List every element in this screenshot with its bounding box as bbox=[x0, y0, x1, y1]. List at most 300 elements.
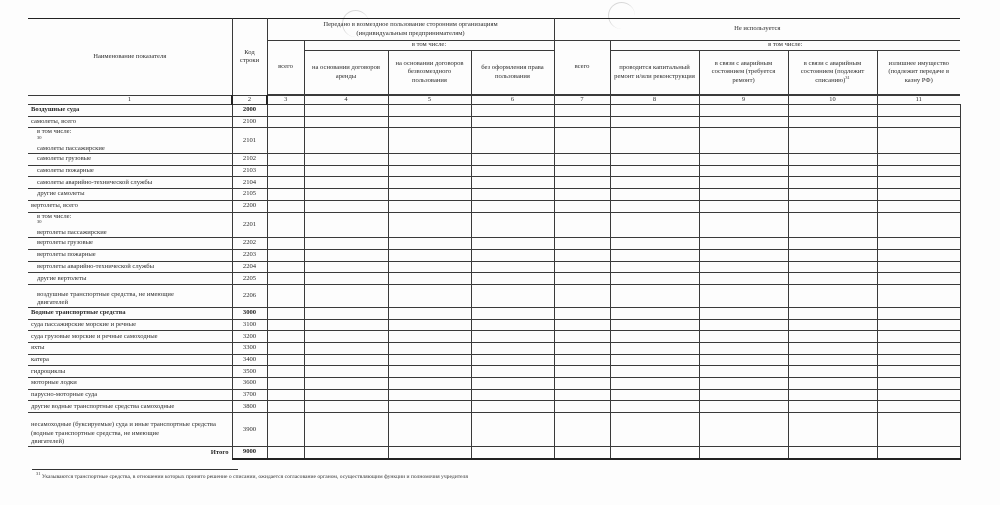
value-cell[interactable] bbox=[877, 273, 960, 285]
value-cell[interactable] bbox=[267, 378, 304, 390]
value-cell[interactable] bbox=[471, 154, 554, 166]
value-cell[interactable] bbox=[267, 307, 304, 319]
row-label: другие самолеты bbox=[37, 190, 85, 198]
value-cell[interactable] bbox=[788, 447, 877, 459]
table-row bbox=[28, 284, 960, 307]
value-cell[interactable] bbox=[267, 389, 304, 401]
header-not-used-group: Не используется bbox=[554, 19, 960, 41]
value-cell[interactable] bbox=[554, 189, 610, 201]
row-name bbox=[28, 331, 232, 343]
value-cell[interactable] bbox=[788, 116, 877, 128]
row-label: гидроциклы bbox=[31, 367, 66, 375]
header-emergency-writeoff-text: в связи с аварийным состоянием (подлежит списанию) bbox=[800, 60, 865, 84]
value-cell[interactable] bbox=[610, 116, 699, 128]
row-code: 3400 bbox=[232, 354, 267, 366]
header-not-used-total: всего bbox=[554, 41, 610, 95]
value-cell[interactable] bbox=[304, 284, 388, 307]
value-cell[interactable] bbox=[304, 343, 388, 355]
value-cell[interactable] bbox=[388, 200, 471, 212]
value-cell[interactable] bbox=[554, 261, 610, 273]
value-cell[interactable] bbox=[554, 238, 610, 250]
value-cell[interactable] bbox=[304, 249, 388, 261]
value-cell[interactable] bbox=[610, 238, 699, 250]
column-number: 9 bbox=[699, 96, 788, 105]
value-cell[interactable] bbox=[699, 165, 788, 177]
value-cell[interactable] bbox=[304, 331, 388, 343]
row-code: 2204 bbox=[232, 261, 267, 273]
value-cell[interactable] bbox=[877, 165, 960, 177]
value-cell[interactable] bbox=[267, 343, 304, 355]
value-cell[interactable] bbox=[388, 284, 471, 307]
value-cell[interactable] bbox=[304, 261, 388, 273]
column-number: 7 bbox=[554, 96, 610, 105]
value-cell[interactable] bbox=[699, 116, 788, 128]
value-cell[interactable] bbox=[554, 366, 610, 378]
row-name bbox=[28, 413, 232, 447]
table-row bbox=[28, 105, 960, 117]
value-cell[interactable] bbox=[304, 366, 388, 378]
value-cell[interactable] bbox=[699, 389, 788, 401]
value-cell[interactable] bbox=[304, 307, 388, 319]
value-cell[interactable] bbox=[471, 413, 554, 447]
value-cell[interactable] bbox=[388, 154, 471, 166]
value-cell[interactable] bbox=[388, 307, 471, 319]
value-cell[interactable] bbox=[699, 105, 788, 117]
value-cell[interactable] bbox=[388, 249, 471, 261]
value-cell[interactable] bbox=[788, 238, 877, 250]
value-cell[interactable] bbox=[610, 128, 699, 154]
table-row bbox=[28, 366, 960, 378]
value-cell[interactable] bbox=[388, 261, 471, 273]
row-code: 2200 bbox=[232, 200, 267, 212]
row-name-prefix: в том числе: bbox=[37, 128, 72, 136]
value-cell[interactable] bbox=[304, 212, 388, 238]
value-cell[interactable] bbox=[699, 378, 788, 390]
row-code: 3500 bbox=[232, 366, 267, 378]
value-cell[interactable] bbox=[788, 273, 877, 285]
value-cell[interactable] bbox=[610, 319, 699, 331]
value-cell[interactable] bbox=[610, 273, 699, 285]
row-name bbox=[28, 128, 232, 154]
header-transferred-total: всего bbox=[267, 41, 304, 95]
table-row bbox=[28, 343, 960, 355]
value-cell[interactable] bbox=[471, 331, 554, 343]
value-cell[interactable] bbox=[471, 200, 554, 212]
value-cell[interactable] bbox=[699, 212, 788, 238]
value-cell[interactable] bbox=[554, 447, 610, 459]
value-cell[interactable] bbox=[471, 212, 554, 238]
value-cell[interactable] bbox=[877, 413, 960, 447]
value-cell[interactable] bbox=[388, 378, 471, 390]
value-cell[interactable] bbox=[471, 343, 554, 355]
value-cell[interactable] bbox=[610, 401, 699, 413]
value-cell[interactable] bbox=[877, 307, 960, 319]
value-cell[interactable] bbox=[554, 177, 610, 189]
value-cell[interactable] bbox=[554, 284, 610, 307]
row-name bbox=[28, 212, 232, 238]
value-cell[interactable] bbox=[388, 189, 471, 201]
value-cell[interactable] bbox=[304, 154, 388, 166]
row-name-prefix: воздушные транспортные средства, не имеющие bbox=[37, 290, 174, 298]
value-cell[interactable] bbox=[699, 238, 788, 250]
column-number: 5 bbox=[388, 96, 471, 105]
value-cell[interactable] bbox=[554, 128, 610, 154]
row-code: 3300 bbox=[232, 343, 267, 355]
value-cell[interactable] bbox=[554, 165, 610, 177]
value-cell[interactable] bbox=[554, 389, 610, 401]
row-name bbox=[28, 366, 232, 378]
value-cell[interactable] bbox=[471, 273, 554, 285]
table-row bbox=[28, 200, 960, 212]
value-cell[interactable] bbox=[388, 413, 471, 447]
value-cell[interactable] bbox=[877, 116, 960, 128]
row-name bbox=[28, 447, 232, 459]
row-name bbox=[28, 177, 232, 189]
value-cell[interactable] bbox=[699, 177, 788, 189]
value-cell[interactable] bbox=[471, 249, 554, 261]
row-name bbox=[28, 378, 232, 390]
value-cell[interactable] bbox=[554, 331, 610, 343]
row-code: 2202 bbox=[232, 238, 267, 250]
value-cell[interactable] bbox=[877, 249, 960, 261]
value-cell[interactable] bbox=[554, 154, 610, 166]
value-cell[interactable] bbox=[877, 401, 960, 413]
value-cell[interactable] bbox=[877, 343, 960, 355]
row-code: 3100 bbox=[232, 319, 267, 331]
value-cell[interactable] bbox=[267, 331, 304, 343]
value-cell[interactable] bbox=[610, 284, 699, 307]
value-cell[interactable] bbox=[304, 273, 388, 285]
value-cell[interactable] bbox=[699, 413, 788, 447]
column-numbers-row bbox=[28, 96, 960, 105]
value-cell[interactable] bbox=[267, 273, 304, 285]
header-emergency-writeoff bbox=[788, 51, 877, 95]
column-number: 3 bbox=[267, 96, 304, 105]
value-cell[interactable] bbox=[388, 212, 471, 238]
table-row bbox=[28, 177, 960, 189]
value-cell[interactable] bbox=[554, 319, 610, 331]
value-cell[interactable] bbox=[267, 128, 304, 154]
value-cell[interactable] bbox=[471, 177, 554, 189]
value-cell[interactable] bbox=[877, 447, 960, 459]
value-cell[interactable] bbox=[304, 105, 388, 117]
value-cell[interactable] bbox=[267, 366, 304, 378]
value-cell[interactable] bbox=[610, 177, 699, 189]
row-label: другие водные транспортные средства самоходные bbox=[31, 402, 175, 410]
table-row bbox=[28, 273, 960, 285]
value-cell[interactable] bbox=[304, 401, 388, 413]
value-cell[interactable] bbox=[877, 200, 960, 212]
value-cell[interactable] bbox=[388, 165, 471, 177]
value-cell[interactable] bbox=[267, 116, 304, 128]
value-cell[interactable] bbox=[788, 401, 877, 413]
value-cell[interactable] bbox=[788, 413, 877, 447]
value-cell[interactable] bbox=[610, 343, 699, 355]
value-cell[interactable] bbox=[699, 331, 788, 343]
value-cell[interactable] bbox=[699, 189, 788, 201]
value-cell[interactable] bbox=[267, 154, 304, 166]
value-cell[interactable] bbox=[610, 389, 699, 401]
value-cell[interactable] bbox=[388, 116, 471, 128]
value-cell[interactable] bbox=[554, 212, 610, 238]
row-name bbox=[28, 238, 232, 250]
value-cell[interactable] bbox=[788, 261, 877, 273]
row-label: другие вертолеты bbox=[37, 274, 87, 282]
value-cell[interactable] bbox=[877, 354, 960, 366]
value-cell[interactable] bbox=[267, 165, 304, 177]
value-cell[interactable] bbox=[788, 165, 877, 177]
value-cell[interactable] bbox=[699, 200, 788, 212]
value-cell[interactable] bbox=[610, 165, 699, 177]
value-cell[interactable] bbox=[788, 378, 877, 390]
value-cell[interactable] bbox=[610, 447, 699, 459]
value-cell[interactable] bbox=[388, 128, 471, 154]
value-cell[interactable] bbox=[788, 200, 877, 212]
row-name bbox=[28, 189, 232, 201]
value-cell[interactable] bbox=[388, 354, 471, 366]
header-transferred-line2: (индивидуальным предпринимателям) bbox=[356, 29, 465, 37]
row-code: 3700 bbox=[232, 389, 267, 401]
row-code: 2000 bbox=[232, 105, 267, 117]
value-cell[interactable] bbox=[610, 307, 699, 319]
value-cell[interactable] bbox=[471, 307, 554, 319]
value-cell[interactable] bbox=[877, 212, 960, 238]
value-cell[interactable] bbox=[471, 128, 554, 154]
value-cell[interactable] bbox=[877, 238, 960, 250]
value-cell[interactable] bbox=[471, 389, 554, 401]
footnote-text: Указываются транспортные средства, в отношении которых принято решение о списании, ожидается согласование органом, осуществляющим функции и полномочия учредителя bbox=[41, 474, 468, 480]
value-cell[interactable] bbox=[610, 413, 699, 447]
row-label: Водные транспортные средства bbox=[31, 309, 126, 317]
value-cell[interactable] bbox=[788, 249, 877, 261]
value-cell[interactable] bbox=[471, 261, 554, 273]
row-code: 2100 bbox=[232, 116, 267, 128]
header-code-line2: строки bbox=[239, 57, 260, 64]
column-number: 6 bbox=[471, 96, 554, 105]
value-cell[interactable] bbox=[388, 401, 471, 413]
value-cell[interactable] bbox=[699, 343, 788, 355]
value-cell[interactable] bbox=[267, 200, 304, 212]
value-cell[interactable] bbox=[877, 189, 960, 201]
header-free-use: на основании договоров безвозмездного пользования bbox=[388, 51, 471, 95]
value-cell[interactable] bbox=[267, 249, 304, 261]
value-cell[interactable] bbox=[877, 284, 960, 307]
value-cell[interactable] bbox=[554, 249, 610, 261]
value-cell[interactable] bbox=[877, 366, 960, 378]
table-row bbox=[28, 389, 960, 401]
value-cell[interactable] bbox=[877, 105, 960, 117]
row-code: 2203 bbox=[232, 249, 267, 261]
value-cell[interactable] bbox=[788, 189, 877, 201]
value-cell[interactable] bbox=[554, 105, 610, 117]
value-cell[interactable] bbox=[388, 273, 471, 285]
value-cell[interactable] bbox=[788, 212, 877, 238]
value-cell[interactable] bbox=[304, 177, 388, 189]
row-name-prefix: в том числе: bbox=[37, 212, 72, 220]
row-code: 2102 bbox=[232, 154, 267, 166]
value-cell[interactable] bbox=[471, 105, 554, 117]
table-row bbox=[28, 261, 960, 273]
value-cell[interactable] bbox=[788, 128, 877, 154]
value-cell[interactable] bbox=[610, 261, 699, 273]
value-cell[interactable] bbox=[699, 354, 788, 366]
value-cell[interactable] bbox=[304, 389, 388, 401]
value-cell[interactable] bbox=[267, 105, 304, 117]
value-cell[interactable] bbox=[388, 238, 471, 250]
value-cell[interactable] bbox=[388, 343, 471, 355]
footnote-ref: 30 bbox=[37, 134, 42, 140]
value-cell[interactable] bbox=[699, 307, 788, 319]
value-cell[interactable] bbox=[304, 319, 388, 331]
value-cell[interactable] bbox=[877, 154, 960, 166]
header-transferred-group bbox=[267, 19, 554, 41]
table-row bbox=[28, 116, 960, 128]
value-cell[interactable] bbox=[471, 238, 554, 250]
value-cell[interactable] bbox=[699, 319, 788, 331]
value-cell[interactable] bbox=[877, 378, 960, 390]
value-cell[interactable] bbox=[610, 331, 699, 343]
value-cell[interactable] bbox=[554, 273, 610, 285]
value-cell[interactable] bbox=[788, 343, 877, 355]
value-cell[interactable] bbox=[788, 331, 877, 343]
value-cell[interactable] bbox=[877, 128, 960, 154]
value-cell[interactable] bbox=[304, 189, 388, 201]
value-cell[interactable] bbox=[388, 366, 471, 378]
value-cell[interactable] bbox=[267, 413, 304, 447]
value-cell[interactable] bbox=[788, 319, 877, 331]
table-row bbox=[28, 401, 960, 413]
value-cell[interactable] bbox=[699, 128, 788, 154]
value-cell[interactable] bbox=[554, 307, 610, 319]
value-cell[interactable] bbox=[471, 284, 554, 307]
value-cell[interactable] bbox=[699, 154, 788, 166]
value-cell[interactable] bbox=[388, 177, 471, 189]
value-cell[interactable] bbox=[788, 366, 877, 378]
value-cell[interactable] bbox=[877, 331, 960, 343]
value-cell[interactable] bbox=[699, 447, 788, 459]
value-cell[interactable] bbox=[554, 354, 610, 366]
value-cell[interactable] bbox=[267, 189, 304, 201]
value-cell[interactable] bbox=[610, 378, 699, 390]
value-cell[interactable] bbox=[788, 284, 877, 307]
row-name bbox=[28, 401, 232, 413]
value-cell[interactable] bbox=[699, 366, 788, 378]
value-cell[interactable] bbox=[388, 447, 471, 459]
value-cell[interactable] bbox=[788, 354, 877, 366]
value-cell[interactable] bbox=[788, 307, 877, 319]
value-cell[interactable] bbox=[471, 165, 554, 177]
row-label: двигателей bbox=[37, 298, 69, 306]
header-code-line1: Код bbox=[244, 48, 255, 56]
value-cell[interactable] bbox=[877, 177, 960, 189]
value-cell[interactable] bbox=[554, 343, 610, 355]
value-cell[interactable] bbox=[471, 354, 554, 366]
value-cell[interactable] bbox=[610, 105, 699, 117]
value-cell[interactable] bbox=[304, 200, 388, 212]
value-cell[interactable] bbox=[610, 354, 699, 366]
value-cell[interactable] bbox=[267, 354, 304, 366]
value-cell[interactable] bbox=[788, 154, 877, 166]
assets-table bbox=[28, 18, 961, 460]
value-cell[interactable] bbox=[610, 200, 699, 212]
row-name bbox=[28, 116, 232, 128]
value-cell[interactable] bbox=[267, 177, 304, 189]
value-cell[interactable] bbox=[554, 401, 610, 413]
value-cell[interactable] bbox=[610, 366, 699, 378]
table-row bbox=[28, 331, 960, 343]
value-cell[interactable] bbox=[610, 249, 699, 261]
header-rent: на основании договоров аренды bbox=[304, 51, 388, 95]
value-cell[interactable] bbox=[267, 319, 304, 331]
value-cell[interactable] bbox=[699, 284, 788, 307]
value-cell[interactable] bbox=[554, 200, 610, 212]
value-cell[interactable] bbox=[699, 249, 788, 261]
value-cell[interactable] bbox=[610, 154, 699, 166]
value-cell[interactable] bbox=[304, 165, 388, 177]
value-cell[interactable] bbox=[788, 389, 877, 401]
value-cell[interactable] bbox=[788, 105, 877, 117]
value-cell[interactable] bbox=[304, 378, 388, 390]
row-label: суда грузовые морские и речные самоходные bbox=[31, 332, 158, 340]
value-cell[interactable] bbox=[267, 238, 304, 250]
value-cell[interactable] bbox=[388, 389, 471, 401]
value-cell[interactable] bbox=[554, 116, 610, 128]
value-cell[interactable] bbox=[304, 238, 388, 250]
row-code: 2205 bbox=[232, 273, 267, 285]
value-cell[interactable] bbox=[471, 447, 554, 459]
footnote-marker: 31 bbox=[36, 471, 41, 477]
value-cell[interactable] bbox=[471, 366, 554, 378]
value-cell[interactable] bbox=[471, 116, 554, 128]
row-name bbox=[28, 249, 232, 261]
value-cell[interactable] bbox=[267, 447, 304, 459]
value-cell[interactable] bbox=[699, 273, 788, 285]
value-cell[interactable] bbox=[877, 319, 960, 331]
value-cell[interactable] bbox=[699, 401, 788, 413]
row-name bbox=[28, 200, 232, 212]
value-cell[interactable] bbox=[788, 177, 877, 189]
value-cell[interactable] bbox=[699, 261, 788, 273]
value-cell[interactable] bbox=[304, 116, 388, 128]
value-cell[interactable] bbox=[471, 189, 554, 201]
value-cell[interactable] bbox=[554, 378, 610, 390]
value-cell[interactable] bbox=[267, 261, 304, 273]
table-row bbox=[28, 378, 960, 390]
value-cell[interactable] bbox=[554, 413, 610, 447]
value-cell[interactable] bbox=[304, 128, 388, 154]
table-row bbox=[28, 128, 960, 154]
value-cell[interactable] bbox=[877, 261, 960, 273]
value-cell[interactable] bbox=[877, 389, 960, 401]
header-code-column bbox=[232, 19, 267, 96]
header-not-used-including: в том числе: bbox=[610, 41, 960, 51]
value-cell[interactable] bbox=[471, 319, 554, 331]
value-cell[interactable] bbox=[388, 105, 471, 117]
value-cell[interactable] bbox=[388, 319, 471, 331]
value-cell[interactable] bbox=[304, 354, 388, 366]
value-cell[interactable] bbox=[610, 189, 699, 201]
value-cell[interactable] bbox=[267, 212, 304, 238]
value-cell[interactable] bbox=[267, 284, 304, 307]
value-cell[interactable] bbox=[471, 401, 554, 413]
value-cell[interactable] bbox=[304, 413, 388, 447]
value-cell[interactable] bbox=[610, 212, 699, 238]
value-cell[interactable] bbox=[267, 401, 304, 413]
value-cell[interactable] bbox=[304, 447, 388, 459]
value-cell[interactable] bbox=[471, 378, 554, 390]
value-cell[interactable] bbox=[388, 331, 471, 343]
row-label: самолеты аварийно-технической службы bbox=[37, 178, 153, 186]
